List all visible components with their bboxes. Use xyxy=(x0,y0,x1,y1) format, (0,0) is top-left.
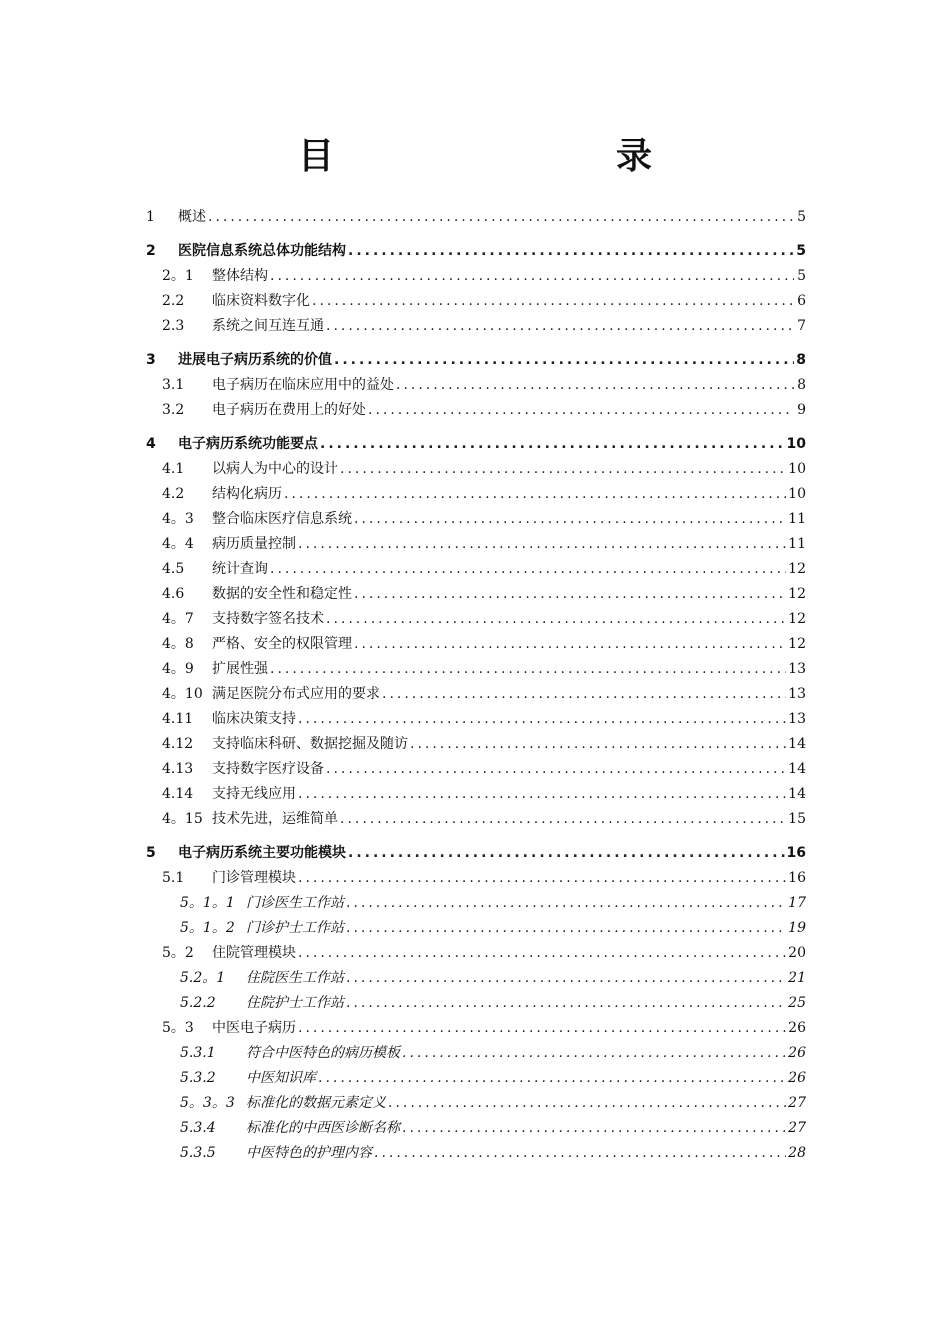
toc-entry[interactable] xyxy=(146,653,806,678)
dot-leader xyxy=(334,351,794,369)
toc-entry-label: 符合中医特色的病历模板 xyxy=(246,1045,400,1061)
toc-entry[interactable] xyxy=(146,887,806,912)
toc-entry[interactable] xyxy=(146,235,806,260)
toc-entry[interactable] xyxy=(146,478,806,503)
toc-entry[interactable] xyxy=(146,260,806,285)
toc-entry-page: 28 xyxy=(788,1145,806,1161)
dot-leader xyxy=(354,585,786,603)
toc-entry-number: 4。15 xyxy=(162,811,203,827)
toc-entry[interactable] xyxy=(146,1037,806,1062)
toc-entry[interactable] xyxy=(146,369,806,394)
toc-entry-number: 5.3.5 xyxy=(180,1145,216,1161)
toc-entry[interactable] xyxy=(146,394,806,419)
toc-entry[interactable] xyxy=(146,778,806,803)
dot-leader xyxy=(284,485,786,503)
dot-leader xyxy=(298,944,786,962)
toc-entry-label: 支持数字医疗设备 xyxy=(212,761,324,777)
dot-leader xyxy=(318,1069,786,1087)
toc-entry-label: 标准化的中西医诊断名称 xyxy=(246,1120,400,1136)
toc-entry[interactable] xyxy=(146,1137,806,1162)
toc-entry-label: 概述 xyxy=(178,209,206,225)
toc-entry-number: 5 xyxy=(146,845,156,861)
toc-entry-number: 4.13 xyxy=(162,761,194,777)
toc-entry-number: 4。7 xyxy=(162,611,194,627)
toc-entry-page: 10 xyxy=(788,461,806,477)
toc-entry-label: 支持数字签名技术 xyxy=(212,611,324,627)
toc-entry-number: 5。2 xyxy=(162,945,194,961)
toc-entry-page: 12 xyxy=(788,561,806,577)
toc-entry-page: 12 xyxy=(788,586,806,602)
toc-entry-page: 10 xyxy=(788,486,806,502)
toc-entry[interactable] xyxy=(146,678,806,703)
dot-leader xyxy=(354,510,786,528)
toc-entry-label: 住院护士工作站 xyxy=(246,995,344,1011)
toc-entry-page: 13 xyxy=(788,711,806,727)
toc-entry[interactable] xyxy=(146,1112,806,1137)
dot-leader xyxy=(354,635,786,653)
toc-entry-label: 支持临床科研、数据挖掘及随访 xyxy=(212,736,408,752)
toc-entry-page: 19 xyxy=(788,920,806,936)
dot-leader xyxy=(340,460,786,478)
dot-leader xyxy=(298,785,786,803)
toc-entry-page: 11 xyxy=(788,536,806,552)
toc-entry-number: 3 xyxy=(146,352,156,368)
toc-entry-number: 3.1 xyxy=(162,377,185,393)
toc-entry-label: 满足医院分布式应用的要求 xyxy=(212,686,380,702)
toc-entry[interactable] xyxy=(146,603,806,628)
toc-entry-label: 统计查询 xyxy=(212,561,268,577)
dot-leader xyxy=(410,735,786,753)
toc-entry-page: 7 xyxy=(797,318,806,334)
toc-entry-number: 3.2 xyxy=(162,402,185,418)
toc-entry-label: 门诊管理模块 xyxy=(212,870,296,886)
toc-entry[interactable] xyxy=(146,428,806,453)
toc-entry-label: 标准化的数据元素定义 xyxy=(246,1095,386,1111)
toc-entry-page: 26 xyxy=(788,1045,806,1061)
page-title: 目 录 xyxy=(297,136,722,177)
toc-entry[interactable] xyxy=(146,912,806,937)
toc-entry-number: 5.3.2 xyxy=(180,1070,216,1086)
dot-leader xyxy=(346,919,786,937)
toc-entry[interactable] xyxy=(146,453,806,478)
toc-entry-number: 5。1。1 xyxy=(180,895,235,911)
toc-entry[interactable] xyxy=(146,803,806,828)
toc-entry-page: 17 xyxy=(788,895,806,911)
toc-entry-label: 整合临床医疗信息系统 xyxy=(212,511,352,527)
toc-entry[interactable] xyxy=(146,837,806,862)
dot-leader xyxy=(312,292,794,310)
toc-entry[interactable] xyxy=(146,628,806,653)
toc-entry-number: 5.2。1 xyxy=(180,970,226,986)
toc-entry-number: 4.11 xyxy=(162,711,194,727)
dot-leader xyxy=(402,1119,786,1137)
toc-entry-label: 结构化病历 xyxy=(212,486,282,502)
toc-entry-label: 整体结构 xyxy=(212,268,268,284)
toc-entry[interactable] xyxy=(146,753,806,778)
toc-entry[interactable] xyxy=(146,987,806,1012)
dot-leader xyxy=(298,710,786,728)
dot-leader xyxy=(348,844,785,862)
toc-entry-number: 2。1 xyxy=(162,268,194,284)
dot-leader xyxy=(270,660,786,678)
toc-entry-page: 15 xyxy=(788,811,806,827)
toc-entry[interactable] xyxy=(146,503,806,528)
toc-entry-page: 12 xyxy=(788,611,806,627)
toc-entry-label: 中医电子病历 xyxy=(212,1020,296,1036)
toc-entry[interactable] xyxy=(146,344,806,369)
toc-entry-label: 病历质量控制 xyxy=(212,536,296,552)
toc-entry-page: 5 xyxy=(797,209,806,225)
toc-entry-number: 5.2.2 xyxy=(180,995,216,1011)
toc-entry-number: 5.1 xyxy=(162,870,185,886)
toc-entry-page: 9 xyxy=(797,402,806,418)
toc-entry-page: 13 xyxy=(788,686,806,702)
toc-entry[interactable] xyxy=(146,201,806,226)
toc-entry-page: 5 xyxy=(797,268,806,284)
toc-entry[interactable] xyxy=(146,528,806,553)
toc-entry-label: 电子病历系统主要功能模块 xyxy=(178,845,346,861)
dot-leader xyxy=(402,1044,786,1062)
dot-leader xyxy=(340,810,786,828)
toc-entry[interactable] xyxy=(146,962,806,987)
toc-entry[interactable] xyxy=(146,578,806,603)
toc-entry-number: 5.3.1 xyxy=(180,1045,216,1061)
dot-leader xyxy=(270,267,794,285)
toc-entry-page: 16 xyxy=(786,845,806,861)
dot-leader xyxy=(208,208,794,226)
toc-entry-label: 严格、安全的权限管理 xyxy=(212,636,352,652)
toc-entry[interactable] xyxy=(146,285,806,310)
toc-entry-page: 14 xyxy=(788,761,806,777)
toc-entry-page: 10 xyxy=(786,436,806,452)
toc-entry-number: 4。4 xyxy=(162,536,194,552)
toc-entry-page: 21 xyxy=(788,970,806,986)
toc-entry-number: 4。9 xyxy=(162,661,194,677)
toc-entry[interactable] xyxy=(146,1062,806,1087)
toc-entry-page: 12 xyxy=(788,636,806,652)
dot-leader xyxy=(388,1094,786,1112)
toc-entry-page: 26 xyxy=(788,1020,806,1036)
toc-entry-label: 支持无线应用 xyxy=(212,786,296,802)
toc-entry-label: 进展电子病历系统的价值 xyxy=(178,352,332,368)
dot-leader xyxy=(346,994,786,1012)
dot-leader xyxy=(298,535,786,553)
toc-entry-label: 门诊护士工作站 xyxy=(246,920,344,936)
toc-entry-number: 1 xyxy=(146,209,155,225)
toc-entry-page: 20 xyxy=(788,945,806,961)
dot-leader xyxy=(298,1019,786,1037)
toc-entry-label: 电子病历在临床应用中的益处 xyxy=(212,377,394,393)
toc-entry-number: 4。10 xyxy=(162,686,203,702)
toc-entry-label: 以病人为中心的设计 xyxy=(212,461,338,477)
toc-entry-label: 扩展性强 xyxy=(212,661,268,677)
dot-leader xyxy=(346,894,786,912)
toc-entry-number: 4.12 xyxy=(162,736,194,752)
toc-entry[interactable] xyxy=(146,937,806,962)
toc-entry-page: 5 xyxy=(796,243,806,259)
toc-entry-page: 14 xyxy=(788,786,806,802)
toc-entry-number: 2.2 xyxy=(162,293,185,309)
toc-entry-number: 4。8 xyxy=(162,636,194,652)
toc-entry-page: 13 xyxy=(788,661,806,677)
dot-leader xyxy=(396,376,794,394)
dot-leader xyxy=(374,1144,786,1162)
toc-entry-number: 4。3 xyxy=(162,511,194,527)
toc-entry-label: 住院管理模块 xyxy=(212,945,296,961)
toc-entry-label: 中医知识库 xyxy=(246,1070,316,1086)
toc-entry-page: 6 xyxy=(797,293,806,309)
toc-entry-label: 数据的安全性和稳定性 xyxy=(212,586,352,602)
dot-leader xyxy=(326,610,786,628)
toc-entry-label: 门诊医生工作站 xyxy=(246,895,344,911)
toc-entry-page: 27 xyxy=(788,1095,806,1111)
toc-entry-page: 25 xyxy=(788,995,806,1011)
dot-leader xyxy=(298,869,786,887)
toc-entry-page: 8 xyxy=(797,377,806,393)
toc-entry-page: 8 xyxy=(796,352,806,368)
toc-entry[interactable] xyxy=(146,1087,806,1112)
toc-entry-page: 14 xyxy=(788,736,806,752)
toc-entry-number: 5。3 xyxy=(162,1020,194,1036)
toc-entry-label: 系统之间互连互通 xyxy=(212,318,324,334)
toc-entry-number: 2.3 xyxy=(162,318,185,334)
toc-entry-number: 4.5 xyxy=(162,561,185,577)
toc-entry-number: 2 xyxy=(146,243,156,259)
table-of-contents xyxy=(146,201,806,1162)
toc-entry[interactable] xyxy=(146,1012,806,1037)
toc-entry-number: 5.3.4 xyxy=(180,1120,216,1136)
toc-entry-page: 11 xyxy=(788,511,806,527)
dot-leader xyxy=(368,401,794,419)
toc-entry-label: 临床决策支持 xyxy=(212,711,296,727)
dot-leader xyxy=(382,685,786,703)
toc-entry-page: 27 xyxy=(788,1120,806,1136)
toc-entry-page: 26 xyxy=(788,1070,806,1086)
dot-leader xyxy=(320,435,785,453)
toc-entry-number: 5。3。3 xyxy=(180,1095,235,1111)
toc-entry-label: 住院医生工作站 xyxy=(246,970,344,986)
toc-entry[interactable] xyxy=(146,703,806,728)
toc-entry-number: 4.6 xyxy=(162,586,185,602)
toc-entry-number: 4 xyxy=(146,436,156,452)
dot-leader xyxy=(326,317,794,335)
toc-entry[interactable] xyxy=(146,728,806,753)
toc-entry-number: 4.2 xyxy=(162,486,185,502)
dot-leader xyxy=(346,969,786,987)
dot-leader xyxy=(326,760,786,778)
toc-entry-label: 技术先进，运维简单 xyxy=(212,811,338,827)
dot-leader xyxy=(348,242,794,260)
toc-entry-page: 16 xyxy=(788,870,806,886)
toc-entry-number: 5。1。2 xyxy=(180,920,235,936)
toc-entry-label: 电子病历在费用上的好处 xyxy=(212,402,366,418)
dot-leader xyxy=(270,560,786,578)
toc-entry[interactable] xyxy=(146,310,806,335)
toc-entry-number: 4.1 xyxy=(162,461,185,477)
toc-entry-number: 4.14 xyxy=(162,786,194,802)
toc-entry-label: 医院信息系统总体功能结构 xyxy=(178,243,346,259)
toc-entry-label: 电子病历系统功能要点 xyxy=(178,436,318,452)
toc-entry-label: 中医特色的护理内容 xyxy=(246,1145,372,1161)
toc-entry[interactable] xyxy=(146,862,806,887)
toc-entry[interactable] xyxy=(146,553,806,578)
toc-entry-label: 临床资料数字化 xyxy=(212,293,310,309)
